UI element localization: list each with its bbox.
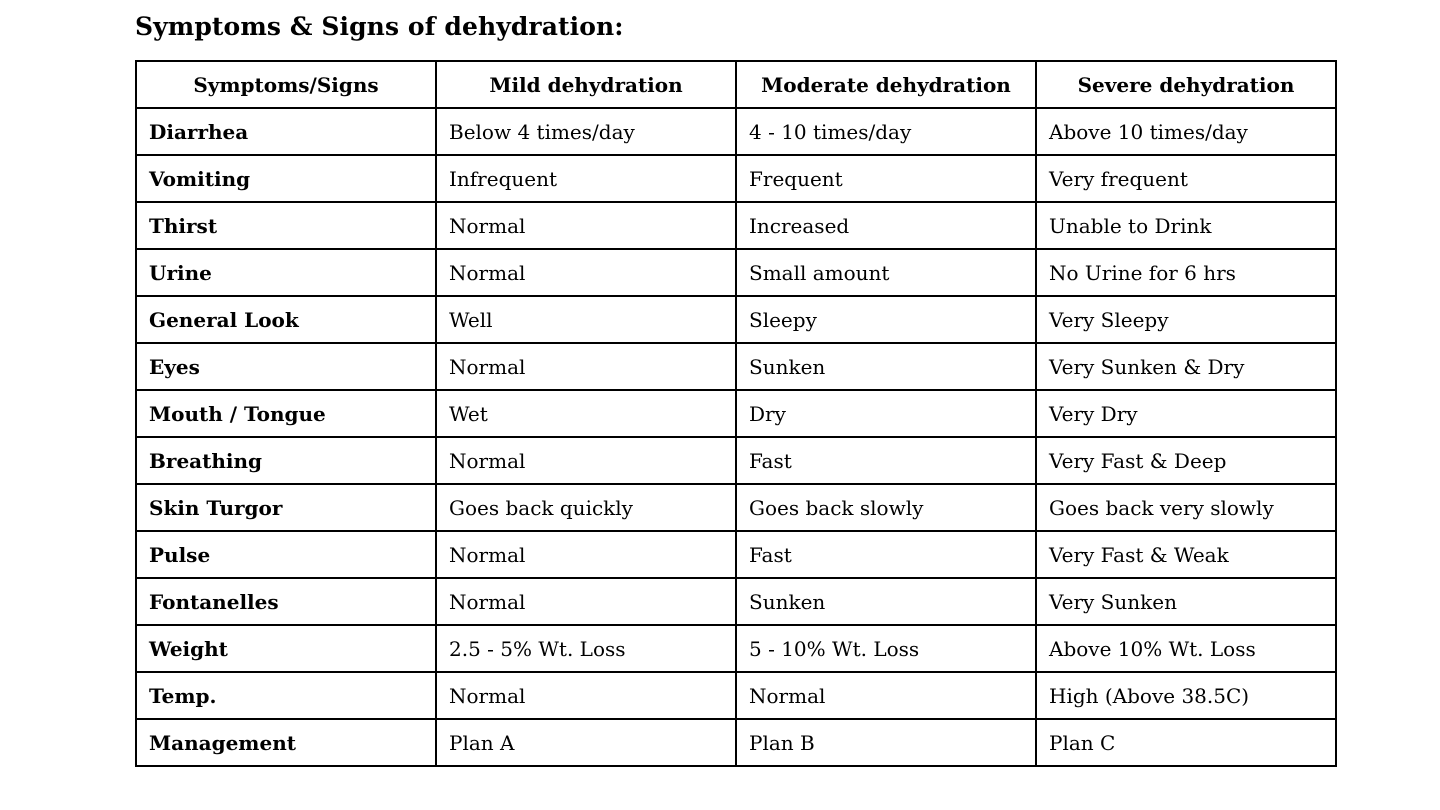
cell-moderate: Goes back slowly: [736, 484, 1036, 531]
table-body: [136, 108, 1336, 766]
table-row: [136, 202, 1336, 249]
cell-moderate: 5 - 10% Wt. Loss: [736, 625, 1036, 672]
table-row: [136, 296, 1336, 343]
cell-moderate: 4 - 10 times/day: [736, 108, 1036, 155]
cell-sign: Weight: [136, 625, 436, 672]
cell-moderate: Dry: [736, 390, 1036, 437]
cell-severe: Very frequent: [1036, 155, 1336, 202]
cell-mild: Normal: [436, 578, 736, 625]
cell-severe: Plan C: [1036, 719, 1336, 766]
cell-severe: Very Sleepy: [1036, 296, 1336, 343]
cell-severe: Above 10% Wt. Loss: [1036, 625, 1336, 672]
cell-mild: Well: [436, 296, 736, 343]
cell-mild: Plan A: [436, 719, 736, 766]
table-row: [136, 484, 1336, 531]
cell-moderate: Sleepy: [736, 296, 1036, 343]
column-header-severe: Severe dehydration: [1036, 61, 1336, 108]
cell-sign: Urine: [136, 249, 436, 296]
cell-mild: Below 4 times/day: [436, 108, 736, 155]
table-row: [136, 719, 1336, 766]
cell-sign: Mouth / Tongue: [136, 390, 436, 437]
page-title: Symptoms & Signs of dehydration:: [135, 12, 624, 41]
table-row: [136, 437, 1336, 484]
table-row: [136, 625, 1336, 672]
cell-moderate: Sunken: [736, 343, 1036, 390]
cell-mild: Wet: [436, 390, 736, 437]
table-header-row: [136, 61, 1336, 108]
cell-sign: Diarrhea: [136, 108, 436, 155]
cell-sign: Thirst: [136, 202, 436, 249]
table-row: [136, 390, 1336, 437]
cell-severe: Very Sunken: [1036, 578, 1336, 625]
cell-mild: Normal: [436, 437, 736, 484]
cell-sign: Pulse: [136, 531, 436, 578]
cell-sign: Fontanelles: [136, 578, 436, 625]
cell-moderate: Increased: [736, 202, 1036, 249]
cell-mild: Normal: [436, 343, 736, 390]
cell-sign: Temp.: [136, 672, 436, 719]
cell-moderate: Fast: [736, 531, 1036, 578]
cell-mild: Normal: [436, 672, 736, 719]
column-header-mild: Mild dehydration: [436, 61, 736, 108]
cell-mild: Normal: [436, 531, 736, 578]
cell-sign: General Look: [136, 296, 436, 343]
cell-severe: Very Fast & Deep: [1036, 437, 1336, 484]
cell-severe: Very Sunken & Dry: [1036, 343, 1336, 390]
cell-sign: Skin Turgor: [136, 484, 436, 531]
column-header-symptoms: Symptoms/Signs: [136, 61, 436, 108]
cell-severe: Goes back very slowly: [1036, 484, 1336, 531]
table-row: [136, 531, 1336, 578]
table-row: [136, 108, 1336, 155]
cell-mild: Infrequent: [436, 155, 736, 202]
cell-moderate: Small amount: [736, 249, 1036, 296]
cell-sign: Breathing: [136, 437, 436, 484]
cell-moderate: Sunken: [736, 578, 1036, 625]
cell-severe: Very Fast & Weak: [1036, 531, 1336, 578]
cell-moderate: Normal: [736, 672, 1036, 719]
cell-moderate: Plan B: [736, 719, 1036, 766]
cell-severe: High (Above 38.5C): [1036, 672, 1336, 719]
cell-mild: Normal: [436, 202, 736, 249]
cell-severe: Above 10 times/day: [1036, 108, 1336, 155]
cell-sign: Eyes: [136, 343, 436, 390]
table-row: [136, 672, 1336, 719]
cell-severe: Unable to Drink: [1036, 202, 1336, 249]
table-row: [136, 343, 1336, 390]
table-row: [136, 155, 1336, 202]
cell-mild: 2.5 - 5% Wt. Loss: [436, 625, 736, 672]
cell-sign: Vomiting: [136, 155, 436, 202]
cell-severe: Very Dry: [1036, 390, 1336, 437]
table-row: [136, 578, 1336, 625]
cell-mild: Normal: [436, 249, 736, 296]
cell-moderate: Fast: [736, 437, 1036, 484]
dehydration-table: [135, 60, 1337, 767]
cell-mild: Goes back quickly: [436, 484, 736, 531]
cell-sign: Management: [136, 719, 436, 766]
cell-moderate: Frequent: [736, 155, 1036, 202]
table-row: [136, 249, 1336, 296]
column-header-moderate: Moderate dehydration: [736, 61, 1036, 108]
cell-severe: No Urine for 6 hrs: [1036, 249, 1336, 296]
